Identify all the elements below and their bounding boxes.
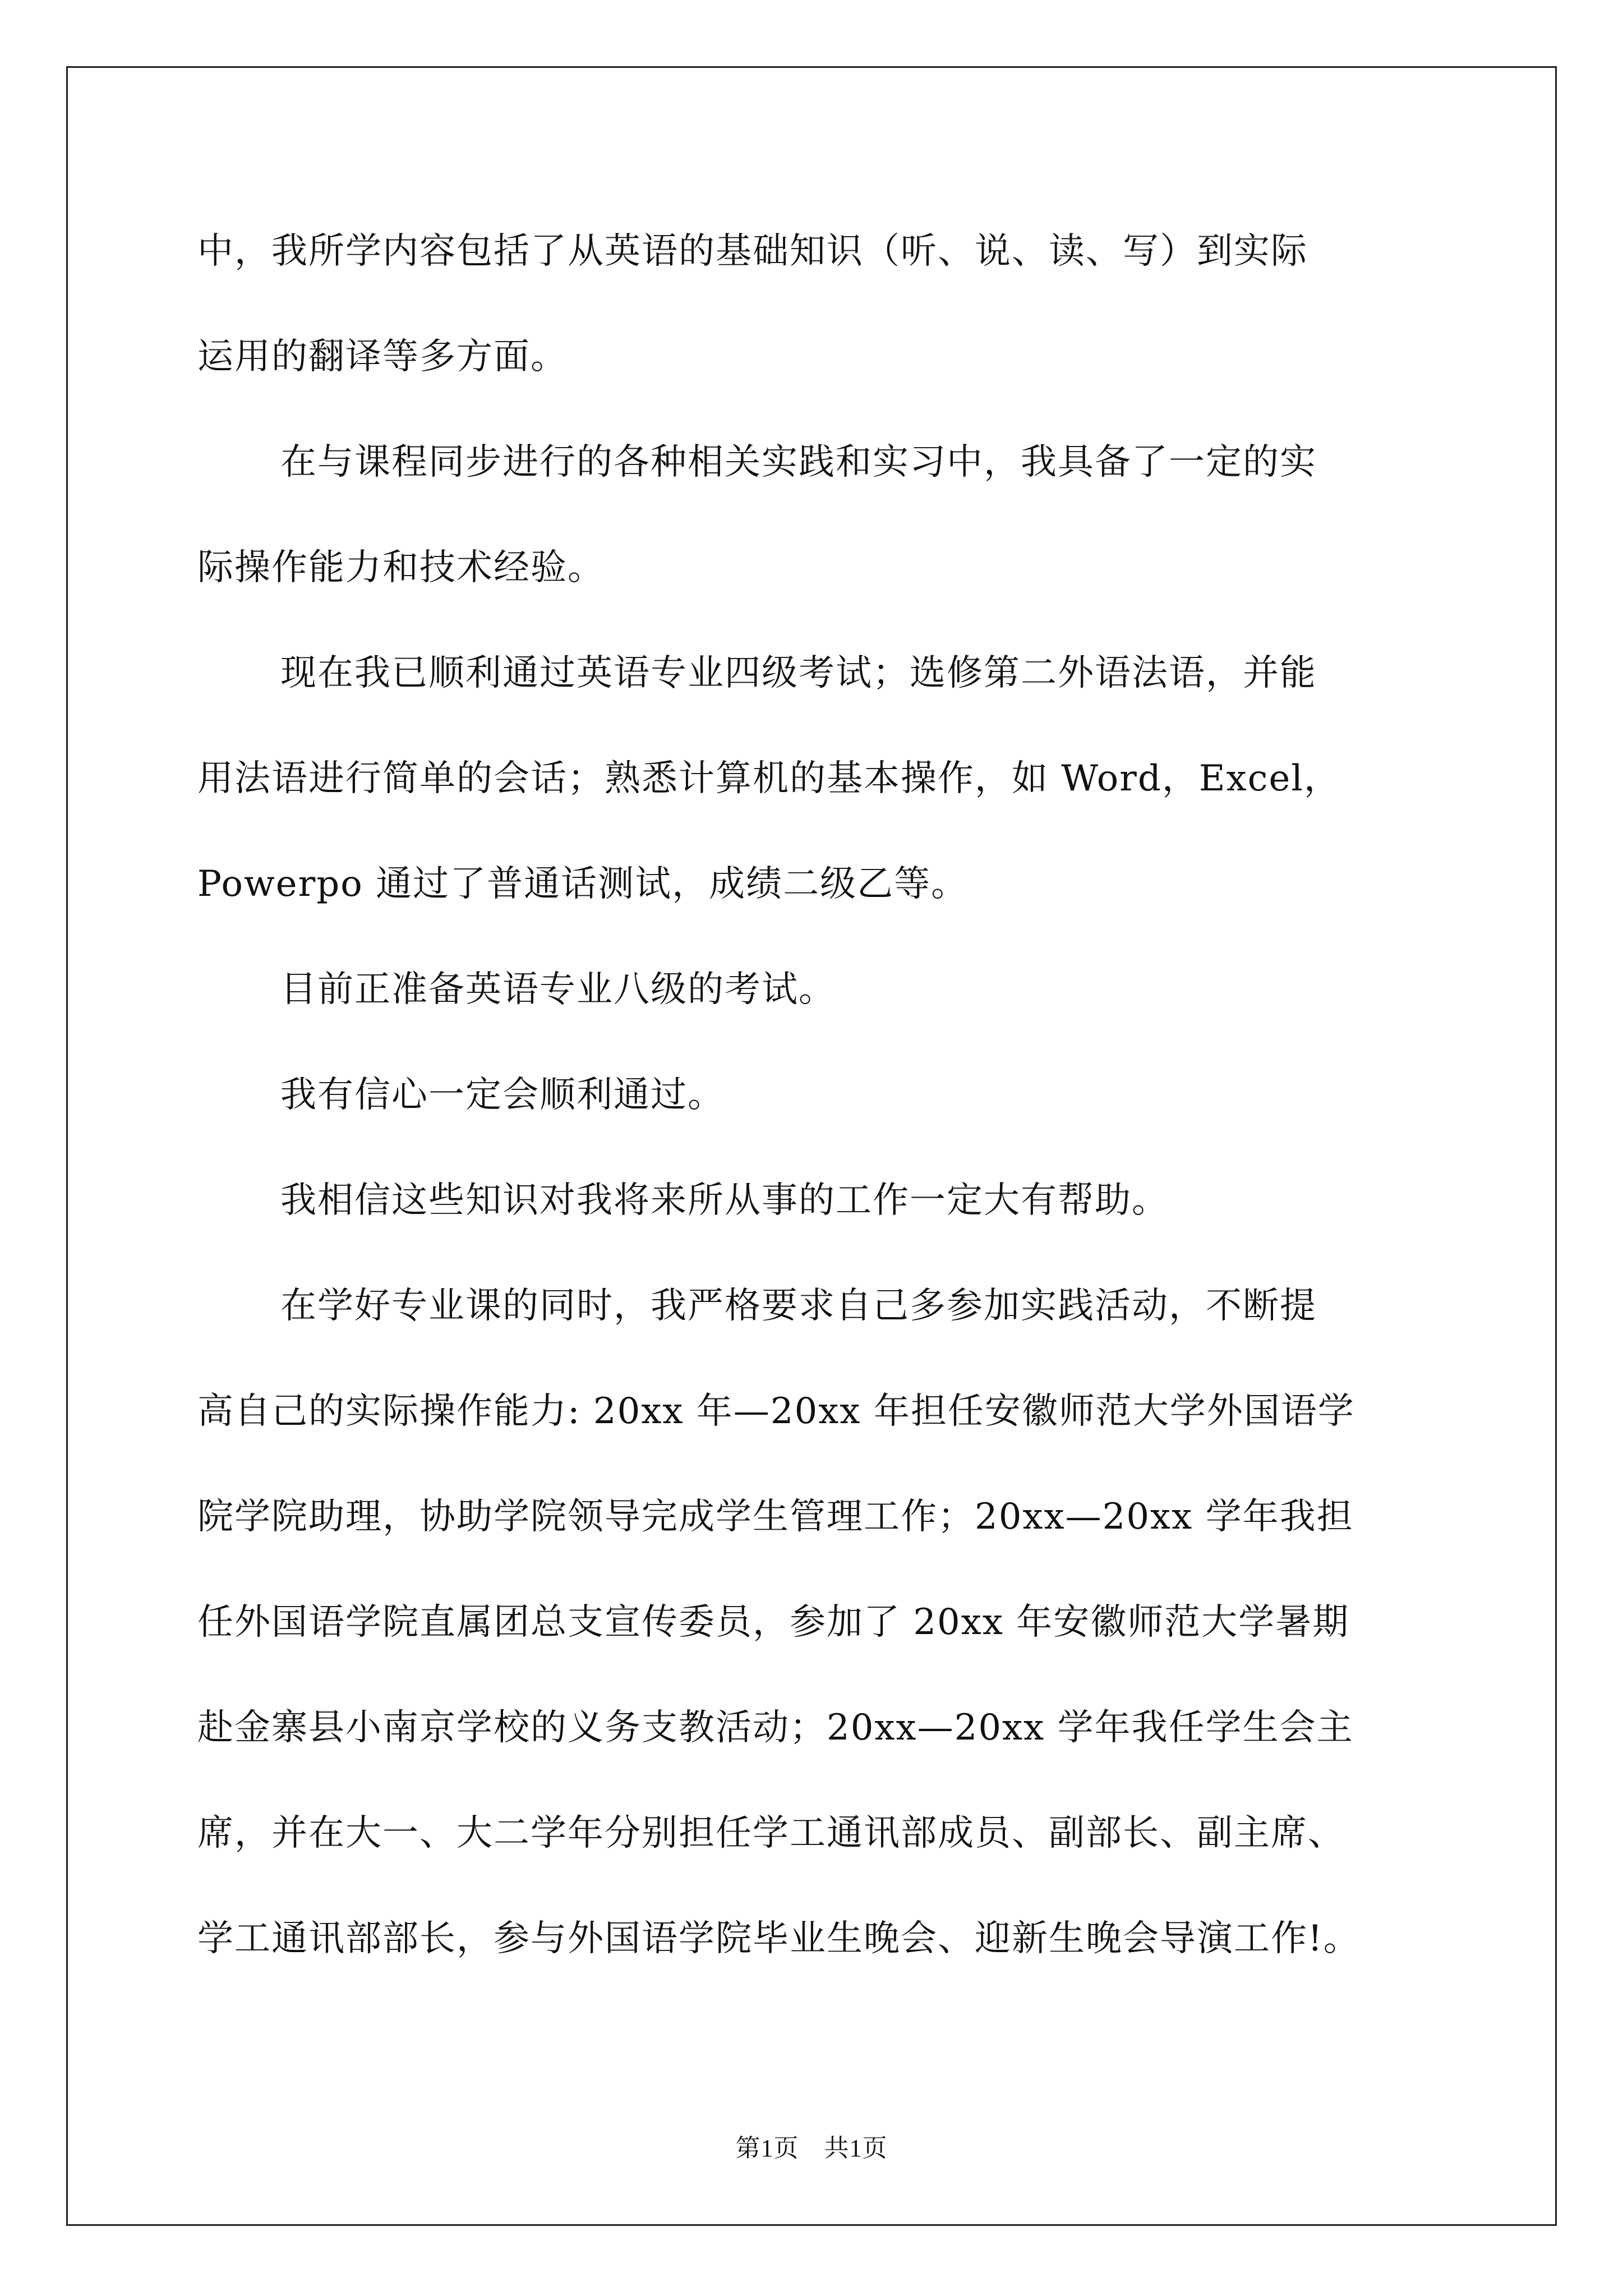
text-line: 院学院助理，协助学院领导完成学生管理工作；20xx—20xx 学年我担 (197, 1496, 1354, 1538)
paragraph-start-line: 在与课程同步进行的各种相关实践和实习中，我具备了一定的实 (280, 441, 1317, 483)
paragraph-start-line: 在学好专业课的同时，我严格要求自己多参加实践活动，不断提 (280, 1285, 1317, 1327)
text-line: 高自己的实际操作能力: 20xx 年—20xx 年担任安徽师范大学外国语学 (197, 1391, 1355, 1432)
text-line: Powerpo 通过了普通话测试，成绩二级乙等。 (197, 863, 969, 905)
paragraph-start-line: 我有信心一定会顺利通过。 (280, 1074, 725, 1116)
text-line: 赴金寨县小南京学校的义务支教活动；20xx—20xx 学年我任学生会主 (197, 1707, 1354, 1749)
page-number-footer: 第1页 共1页 (735, 2134, 888, 2162)
paragraph-start-line: 目前正准备英语专业八级的考试。 (280, 969, 836, 1010)
text-line: 际操作能力和技术经验。 (197, 547, 605, 588)
text-line: 任外国语学院直属团总支宣传委员，参加了 20xx 年安徽师范大学暑期 (197, 1602, 1350, 1643)
paragraph-start-line: 我相信这些知识对我将来所从事的工作一定大有帮助。 (280, 1180, 1169, 1221)
text-line: 用法语进行简单的会话；熟悉计算机的基本操作，如 Word，Excel， (197, 758, 1341, 799)
document-body (197, 218, 1448, 2010)
text-line: 运用的翻译等多方面。 (197, 336, 568, 378)
text-line: 学工通讯部部长，参与外国语学院毕业生晚会、迎新生晚会导演工作!。 (197, 1918, 1361, 1959)
text-line: 中，我所学内容包括了从英语的基础知识（听、说、读、写）到实际 (197, 231, 1308, 272)
text-line: 席，并在大一、大二学年分别担任学工通讯部成员、副部长、副主席、 (197, 1812, 1345, 1854)
paragraph-start-line: 现在我已顺利通过英语专业四级考试；选修第二外语法语，并能 (280, 652, 1317, 694)
